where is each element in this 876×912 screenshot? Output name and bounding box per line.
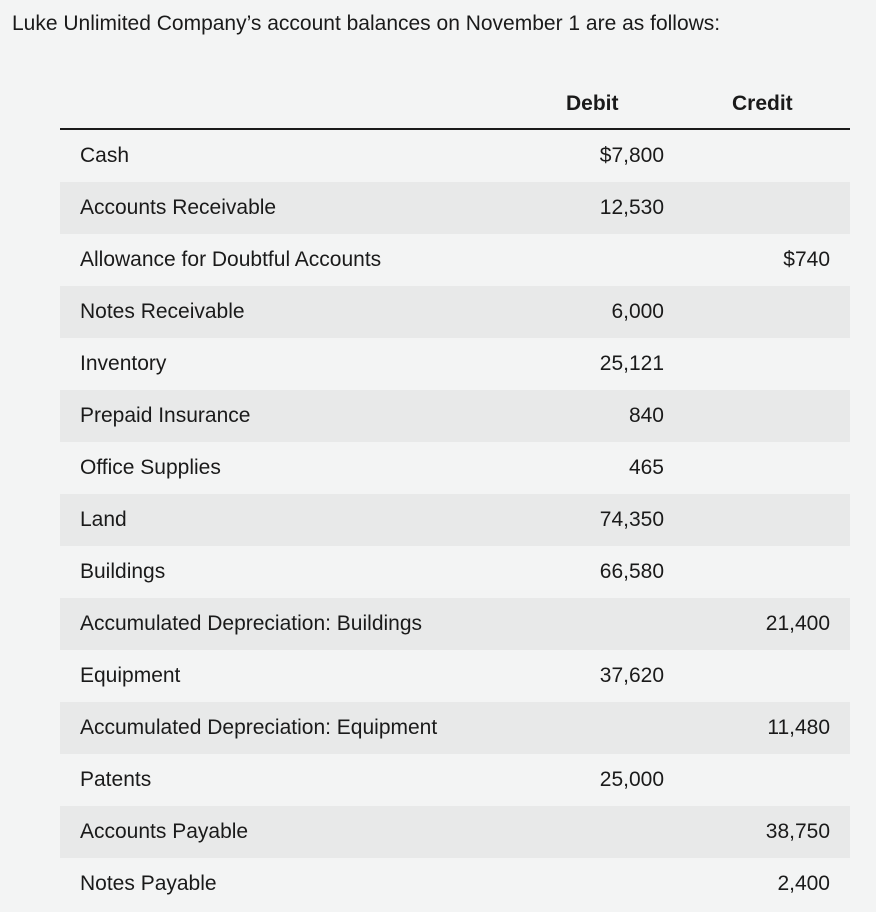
debit-amount: 12,530 bbox=[599, 196, 664, 219]
account-name: Accumulated Depreciation: Buildings bbox=[80, 612, 423, 635]
debit-amount: 25,121 bbox=[599, 352, 664, 375]
table-row bbox=[60, 702, 850, 754]
account-name: Office Supplies bbox=[80, 456, 221, 479]
table-row bbox=[60, 234, 850, 286]
credit-column-header: Credit bbox=[732, 92, 793, 115]
account-name: Equipment bbox=[80, 664, 181, 687]
table-body bbox=[60, 130, 850, 910]
table-row bbox=[60, 130, 850, 182]
account-name: Land bbox=[80, 508, 127, 531]
account-name: Patents bbox=[80, 768, 152, 791]
table-row bbox=[60, 806, 850, 858]
table-row bbox=[60, 286, 850, 338]
credit-amount: 21,400 bbox=[765, 612, 830, 635]
debit-amount: $7,800 bbox=[599, 144, 664, 167]
table-row bbox=[60, 858, 850, 910]
debit-amount: 840 bbox=[628, 404, 664, 427]
table-row bbox=[60, 494, 850, 546]
table-row bbox=[60, 390, 850, 442]
table-row bbox=[60, 338, 850, 390]
account-name: Buildings bbox=[80, 560, 166, 583]
debit-amount: 66,580 bbox=[599, 560, 664, 583]
table-row bbox=[60, 182, 850, 234]
credit-amount: 2,400 bbox=[777, 872, 830, 895]
debit-column-header: Debit bbox=[566, 92, 619, 115]
account-name: Accumulated Depreciation: Equipment bbox=[80, 716, 438, 739]
account-balances-table bbox=[60, 80, 850, 910]
account-name: Notes Payable bbox=[80, 872, 217, 895]
credit-amount: 38,750 bbox=[765, 820, 830, 843]
table-row bbox=[60, 650, 850, 702]
table-row bbox=[60, 754, 850, 806]
account-name: Accounts Receivable bbox=[80, 196, 277, 219]
debit-amount: 465 bbox=[628, 456, 664, 479]
intro-text: Luke Unlimited Company’s account balances on November 1 are as follows: bbox=[12, 12, 721, 35]
debit-amount: 74,350 bbox=[599, 508, 664, 531]
table-row bbox=[60, 442, 850, 494]
table-header bbox=[60, 80, 850, 130]
credit-amount: 11,480 bbox=[767, 716, 830, 739]
account-name: Inventory bbox=[80, 352, 167, 375]
table-row bbox=[60, 546, 850, 598]
table-row bbox=[60, 598, 850, 650]
credit-amount: $740 bbox=[783, 248, 830, 271]
account-name: Allowance for Doubtful Accounts bbox=[80, 248, 382, 271]
account-name: Prepaid Insurance bbox=[80, 404, 251, 427]
debit-amount: 6,000 bbox=[611, 300, 664, 323]
account-name: Accounts Payable bbox=[80, 820, 249, 843]
account-name: Cash bbox=[80, 144, 130, 167]
account-name: Notes Receivable bbox=[80, 300, 245, 323]
debit-amount: 37,620 bbox=[599, 664, 664, 687]
debit-amount: 25,000 bbox=[599, 768, 664, 791]
